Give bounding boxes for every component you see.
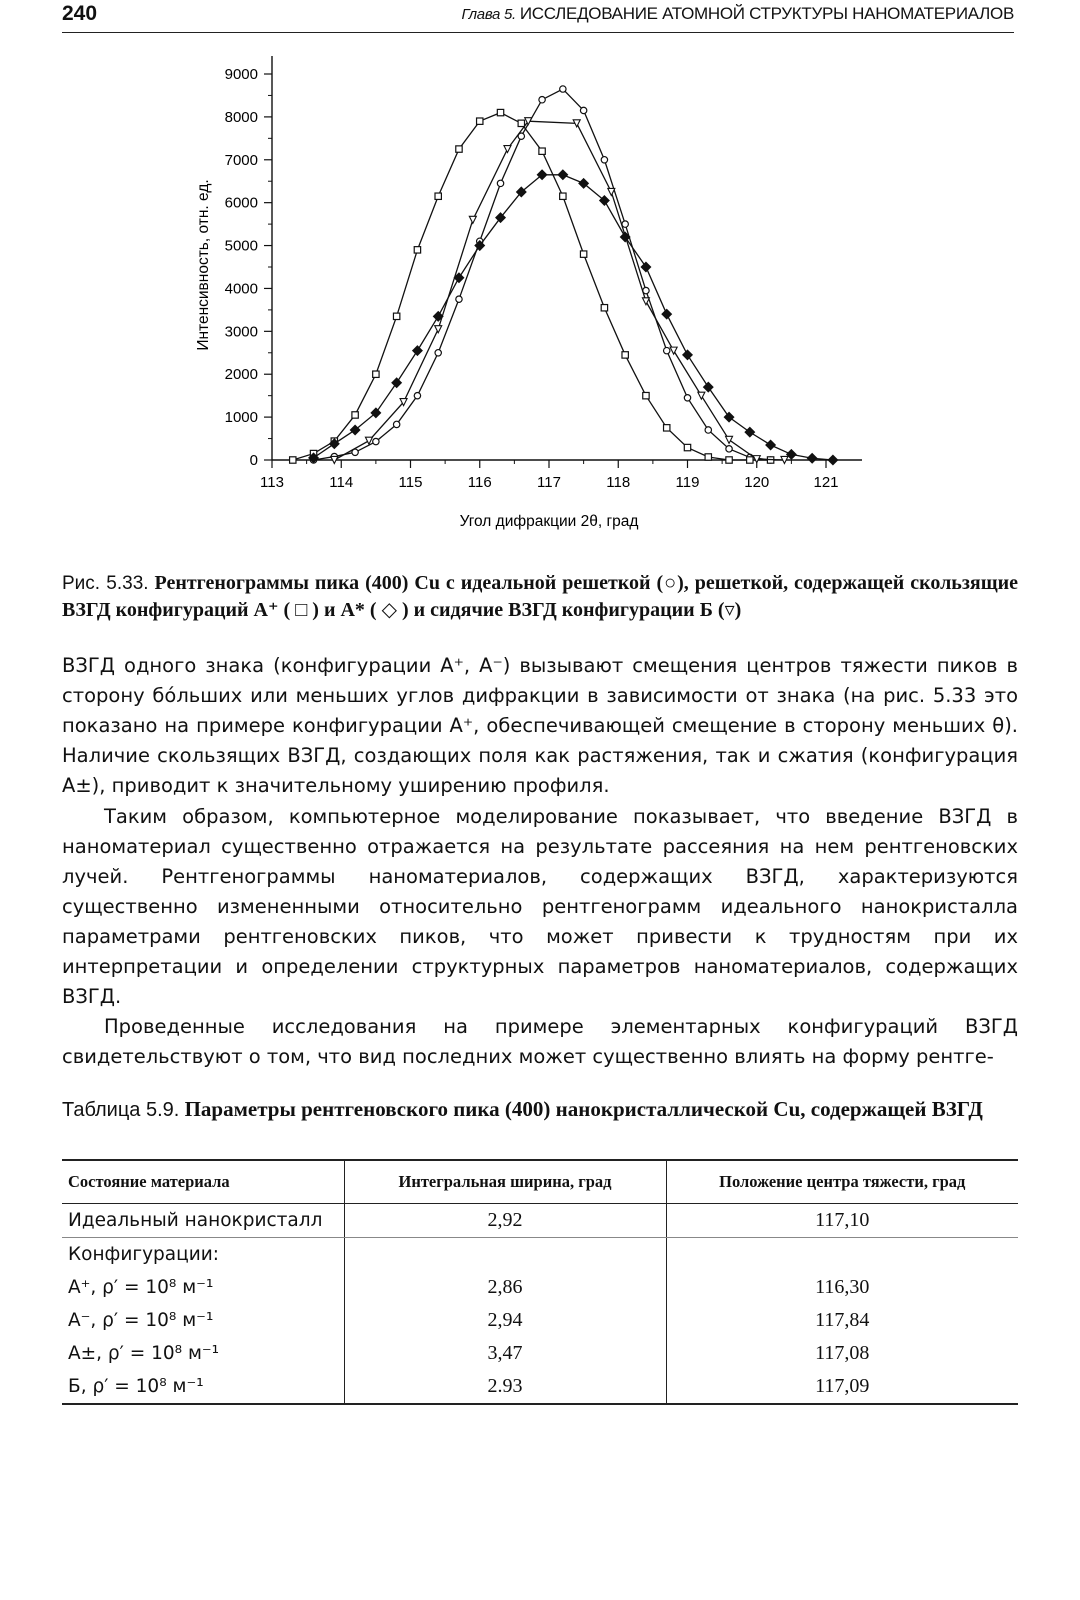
x-tick-label: 120 <box>744 474 770 491</box>
data-point <box>393 421 399 427</box>
data-point <box>373 438 379 444</box>
data-point <box>558 170 568 180</box>
data-point <box>580 107 586 113</box>
data-point <box>392 378 402 388</box>
data-point <box>698 392 705 399</box>
table-cell: A±, ρ′ = 10⁸ м⁻¹ <box>68 1343 220 1364</box>
data-point <box>807 453 817 463</box>
table-cell: 2,92 <box>344 1204 666 1238</box>
y-axis-label: Интенсивность, отн. ед. <box>195 179 212 351</box>
y-tick-label: 3000 <box>224 323 258 341</box>
data-point <box>456 296 462 302</box>
series-square <box>290 109 774 463</box>
table-row <box>62 1370 1018 1404</box>
series-diamond <box>309 170 838 465</box>
y-tick-label: 0 <box>249 452 258 469</box>
x-tick-label: 114 <box>329 474 354 491</box>
table-header-row <box>62 1160 1018 1204</box>
data-point <box>435 350 441 356</box>
figure-caption <box>62 570 1018 623</box>
table-cell: Идеальный нанокристалл <box>62 1204 344 1238</box>
column-header-center: Положение центра тяжести, град <box>666 1160 1018 1204</box>
table-cell: 117,08 <box>666 1337 1018 1370</box>
data-point <box>726 446 732 452</box>
y-tick-label: 6000 <box>224 194 258 212</box>
table-cell: 116,30 <box>666 1271 1018 1304</box>
paragraph-2: Таким образом, компьютерное моделирование показывает, что введение ВЗГД в наноматериал существенно отражается на результате рассеяния на нем рентгеновских лучей. Рентгенограммы наноматериалов, содержащих ВЗГД, характеризуются существенно измененными относительно рентгенограмм идеального нанокристалла параметрами рентгеновских пиков, что может привести к трудностям при их интерпретации и определении структурных параметров наноматериалов, содержащих ВЗГД. <box>62 805 1018 1008</box>
data-point <box>504 146 511 153</box>
data-point <box>747 457 753 463</box>
table-caption-body: Параметры рентгеновского пика (400) нанокристаллической Cu, содержащей ВЗГД <box>184 1097 983 1121</box>
x-tick-label: 113 <box>260 474 284 491</box>
y-tick-label: 4000 <box>224 280 258 298</box>
paragraph-1: ВЗГД одного знака (конфигурации A⁺, A⁻) вызывают смещения центров тяжести пиков в сторону бóльших или меньших углов дифракции в зависимости от знака (на рис. 5.33 это показано на примере конфигурации A⁺, обеспечивающей смещение в сторону меньших θ). Наличие скользящих ВЗГД, создающих поля как растяжения, так и сжатия (конфигурация A±), приводит к значительному уширению профиля. <box>62 654 1018 797</box>
data-point <box>539 148 545 154</box>
chart-series <box>290 86 838 465</box>
data-point <box>601 157 607 163</box>
data-point <box>393 313 399 319</box>
table-cell: 3,47 <box>344 1337 666 1370</box>
x-axis-label: Угол дифракции 2θ, град <box>459 513 639 530</box>
chart-ticks <box>225 66 839 491</box>
table-caption <box>62 1095 1018 1124</box>
data-point <box>414 392 420 398</box>
data-point <box>662 309 672 319</box>
data-point <box>664 347 670 353</box>
data-point <box>290 457 296 463</box>
diffraction-chart <box>0 0 1080 545</box>
data-point <box>787 450 797 460</box>
table-cell: A⁺, ρ′ = 10⁸ м⁻¹ <box>68 1277 214 1298</box>
figure-caption-body: Рентгенограммы пика (400) Cu с идеальной решеткой (○), решеткой, содержащей скользящие ВЗГД конфигураций A⁺ ( □ ) и A* ( ◇ ) и сидячие ВЗГД конфигурации Б (▿) <box>62 572 1019 621</box>
data-point <box>670 347 677 354</box>
data-point <box>641 262 651 272</box>
data-point <box>608 188 615 195</box>
y-tick-label: 8000 <box>224 108 258 126</box>
data-point <box>352 412 358 418</box>
data-point <box>456 146 462 152</box>
y-tick-label: 7000 <box>224 151 258 169</box>
data-point <box>435 193 441 199</box>
figure-caption-lead: Рис. 5.33. <box>62 573 149 594</box>
data-point <box>726 457 732 463</box>
data-point <box>560 86 566 92</box>
data-point <box>642 298 649 305</box>
page-number: 240 <box>62 2 98 25</box>
data-point <box>705 427 711 433</box>
y-tick-label: 1000 <box>224 409 258 427</box>
data-point <box>469 216 476 223</box>
x-tick-label: 115 <box>398 474 423 491</box>
series-line <box>334 121 784 460</box>
data-point <box>766 440 776 450</box>
data-point <box>497 109 503 115</box>
series-line <box>293 113 771 460</box>
data-point <box>705 454 711 460</box>
y-tick-label: 5000 <box>224 237 258 255</box>
data-point <box>622 352 628 358</box>
data-point <box>413 346 423 356</box>
data-point <box>518 120 524 126</box>
table-cell: 2,94 <box>344 1304 666 1337</box>
table-row <box>62 1337 1018 1370</box>
table-cell: 117,84 <box>666 1304 1018 1337</box>
y-tick-label: 9000 <box>224 66 258 83</box>
table-cell: 117,10 <box>666 1204 1018 1238</box>
table-caption-lead: Таблица 5.9. <box>62 1099 180 1121</box>
chapter-label: Глава 5. <box>461 6 516 23</box>
table-row <box>62 1204 1018 1238</box>
table-row <box>62 1304 1018 1337</box>
table-cell: 2.93 <box>344 1370 666 1404</box>
data-point <box>684 395 690 401</box>
data-point <box>643 392 649 398</box>
chapter-title: ИССЛЕДОВАНИЕ АТОМНОЙ СТРУКТУРЫ НАНОМАТЕРИАЛОВ <box>519 4 1014 23</box>
data-point <box>684 444 690 450</box>
data-point <box>828 455 838 465</box>
parameters-table <box>62 1159 1018 1405</box>
table-cell <box>666 1238 1018 1272</box>
x-tick-label: 119 <box>675 474 700 491</box>
data-point <box>373 371 379 377</box>
x-tick-label: 117 <box>537 474 561 491</box>
data-point <box>477 118 483 124</box>
data-point <box>580 251 586 257</box>
data-point <box>683 350 693 360</box>
table-cell: Конфигурации: <box>68 1244 220 1265</box>
data-point <box>435 326 442 333</box>
series-triangle-down <box>331 118 788 464</box>
data-point <box>664 425 670 431</box>
data-point <box>703 382 713 392</box>
table-cell <box>344 1238 666 1272</box>
data-point <box>560 193 566 199</box>
table-row <box>62 1238 1018 1272</box>
data-point <box>724 412 734 422</box>
data-point <box>539 97 545 103</box>
y-tick-label: 2000 <box>224 366 258 384</box>
data-point <box>622 221 628 227</box>
table-row <box>62 1271 1018 1304</box>
table-cell: 2,86 <box>344 1271 666 1304</box>
data-point <box>601 305 607 311</box>
column-header-width: Интегральная ширина, град <box>344 1160 666 1204</box>
x-tick-label: 118 <box>606 474 631 491</box>
table-cell: A⁻, ρ′ = 10⁸ м⁻¹ <box>68 1310 214 1331</box>
table-cell: 117,09 <box>666 1370 1018 1404</box>
table-cell: Б, ρ′ = 10⁸ м⁻¹ <box>62 1370 344 1404</box>
series-line <box>314 175 833 460</box>
paragraph-3: Проведенные исследования на примере элементарных конфигураций ВЗГД свидетельствуют о том, что вид последних может существенно влиять на форму рентге- <box>62 1015 1018 1068</box>
column-header-state: Состояние материала <box>62 1160 344 1204</box>
x-tick-label: 121 <box>813 474 839 491</box>
data-point <box>497 180 503 186</box>
data-point <box>414 247 420 253</box>
chart-axes <box>272 56 862 460</box>
x-tick-label: 116 <box>467 474 492 491</box>
data-point <box>745 427 755 437</box>
